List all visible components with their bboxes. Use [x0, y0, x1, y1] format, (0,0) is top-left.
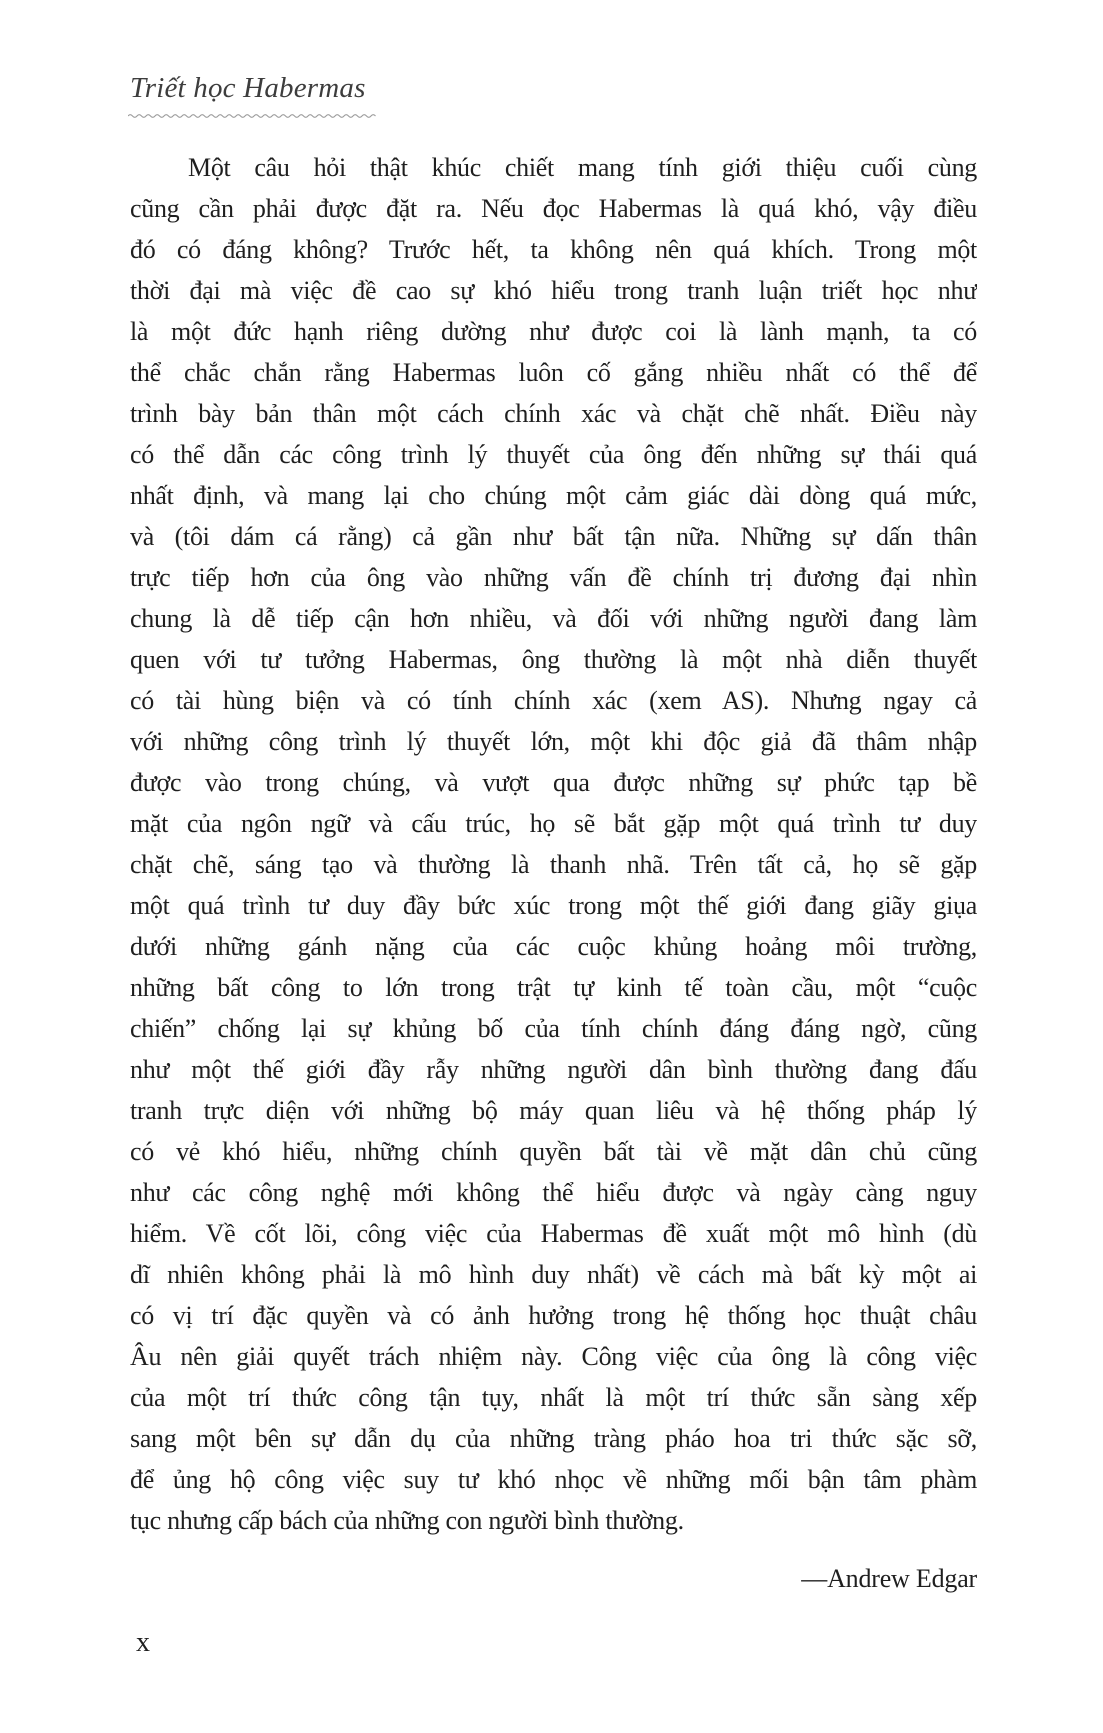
header-underline-wavy-rule: [128, 112, 376, 120]
body-text-line: tranh trực diện với những bộ máy quan liêu và hệ thống pháp lý: [130, 1096, 977, 1125]
body-text-line: có vị trí đặc quyền và có ảnh hưởng trong hệ thống học thuật châu: [130, 1301, 977, 1330]
body-paragraph: [130, 147, 977, 1599]
body-text-line: là một đức hạnh riêng dường như được coi là lành mạnh, ta có: [130, 317, 977, 346]
body-text-line: như một thế giới đầy rẫy những người dân bình thường đang đấu: [130, 1055, 977, 1084]
body-text-line: quen với tư tưởng Habermas, ông thường là một nhà diễn thuyết: [130, 645, 977, 674]
body-text-line: đó có đáng không? Trước hết, ta không nên quá khích. Trong một: [130, 235, 977, 264]
body-text-line: với những công trình lý thuyết lớn, một khi độc giả đã thâm nhập: [130, 727, 977, 756]
body-text-line: thể chắc chắn rằng Habermas luôn cố gắng nhiều nhất có thể để: [130, 358, 977, 387]
body-text-line: hiểm. Về cốt lõi, công việc của Habermas đề xuất một mô hình (dù: [130, 1219, 977, 1248]
body-text-line: sang một bên sự dẫn dụ của những tràng pháo hoa tri thức sặc sỡ,: [130, 1424, 977, 1453]
body-text-line: dĩ nhiên không phải là mô hình duy nhất) về cách mà bất kỳ một ai: [130, 1260, 977, 1289]
body-text-line: chung là dễ tiếp cận hơn nhiều, và đối với những người đang làm: [130, 604, 977, 633]
body-text-line: những bất công to lớn trong trật tự kinh tế toàn cầu, một “cuộc: [130, 973, 977, 1002]
body-text-line: dưới những gánh nặng của các cuộc khủng hoảng môi trường,: [130, 932, 977, 961]
body-text-line: một quá trình tư duy đầy bức xúc trong một thế giới đang giãy giụa: [130, 891, 977, 920]
body-text-line: để ủng hộ công việc suy tư khó nhọc về những mối bận tâm phàm: [130, 1465, 977, 1494]
running-header-title: Triết học Habermas: [130, 72, 366, 104]
body-text-line: trình bày bản thân một cách chính xác và chặt chẽ nhất. Điều này: [130, 399, 977, 428]
body-lines-container: [130, 147, 977, 1541]
body-text-line: mặt của ngôn ngữ và cấu trúc, họ sẽ bắt gặp một quá trình tư duy: [130, 809, 977, 838]
body-text-line: trực tiếp hơn của ông vào những vấn đề chính trị đương đại nhìn: [130, 563, 977, 592]
body-text-line: có thể dẫn các công trình lý thuyết của ông đến những sự thái quá: [130, 440, 977, 469]
body-text-line: Một câu hỏi thật khúc chiết mang tính giới thiệu cuối cùng: [188, 153, 977, 182]
body-text-line: được vào trong chúng, và vượt qua được những sự phức tạp bề: [130, 768, 977, 797]
body-text-line: Âu nên giải quyết trách nhiệm này. Công việc của ông là công việc: [130, 1342, 977, 1371]
header-underline-path: [128, 115, 376, 118]
body-text-line: tục nhưng cấp bách của những con người bình thường.: [130, 1506, 684, 1535]
body-text-line: nhất định, và mang lại cho chúng một cảm giác dài dòng quá mức,: [130, 481, 977, 510]
body-text-line: cũng cần phải được đặt ra. Nếu đọc Habermas là quá khó, vậy điều: [130, 194, 977, 223]
body-text-line: và (tôi dám cá rằng) cả gần như bất tận nữa. Những sự dấn thân: [130, 522, 977, 551]
body-text-line: có tài hùng biện và có tính chính xác (xem AS). Nhưng ngay cả: [130, 686, 977, 715]
body-text-line: như các công nghệ mới không thể hiểu được và ngày càng nguy: [130, 1178, 977, 1207]
body-text-line: thời đại mà việc đề cao sự khó hiểu trong tranh luận triết học như: [130, 276, 977, 305]
page-number: x: [136, 1627, 150, 1658]
body-text-line: của một trí thức công tận tụy, nhất là một trí thức sẵn sàng xếp: [130, 1383, 977, 1412]
body-text-line: có vẻ khó hiểu, những chính quyền bất tài về mặt dân chủ cũng: [130, 1137, 977, 1166]
attribution-author: —Andrew Edgar: [801, 1564, 977, 1593]
body-text-line: chặt chẽ, sáng tạo và thường là thanh nhã. Trên tất cả, họ sẽ gặp: [130, 850, 977, 879]
body-text-line: chiến” chống lại sự khủng bố của tính chính đáng đáng ngờ, cũng: [130, 1014, 977, 1043]
